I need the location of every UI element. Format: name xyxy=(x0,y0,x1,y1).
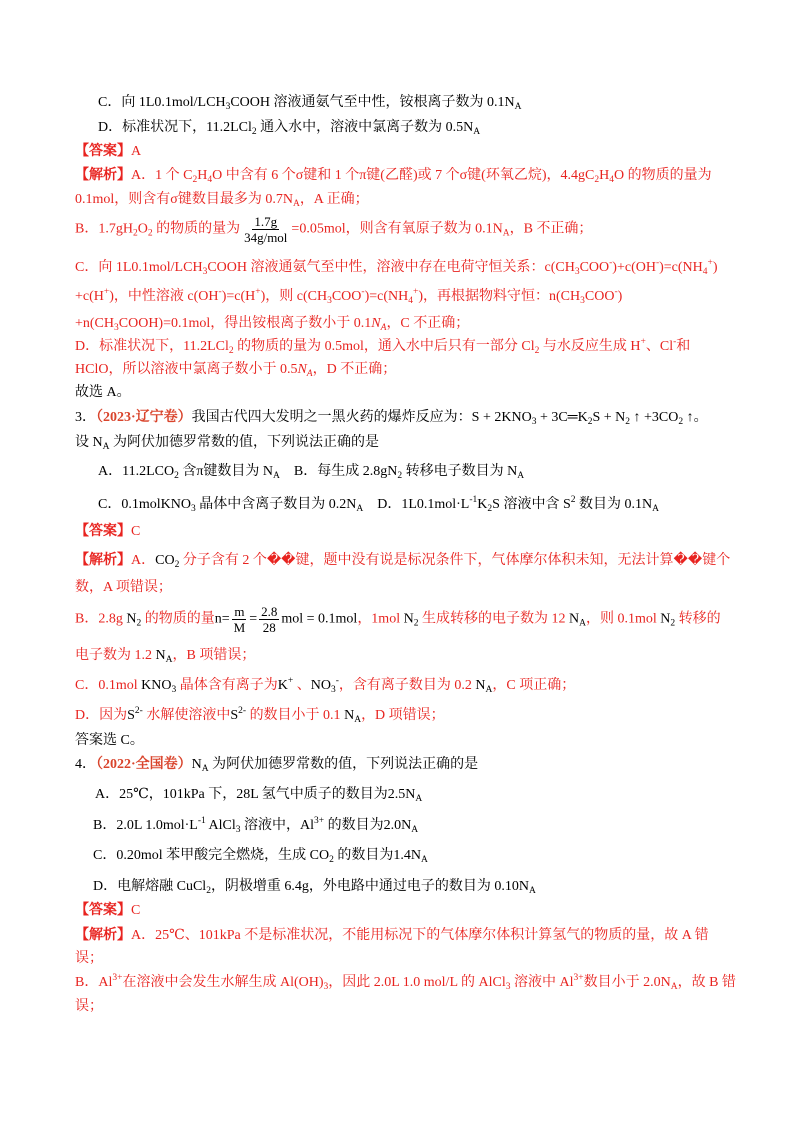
text-run: 4． xyxy=(75,757,96,772)
text-run: + xyxy=(707,258,713,268)
text-run: B．2.8g xyxy=(75,611,127,627)
text-run: 【解析】 xyxy=(75,168,131,183)
text-run: 误； xyxy=(75,951,103,966)
text-run: 分子含有 2 个��键，题中没有说是标况条件下，气体摩尔体积未知，无法计算��键个 xyxy=(179,553,731,568)
text-run: C．向 1L0.1mol/LCH xyxy=(98,95,226,110)
text-run: A xyxy=(420,855,428,865)
text-run: CO xyxy=(155,553,175,568)
text-run: 转移电子数目为 N xyxy=(402,464,518,479)
text-run: 与水反应生成 H xyxy=(539,339,641,354)
text-run: A xyxy=(514,102,522,112)
text-run: ，阴极增重 6.4g，外电路中通过电子的数目为 0.10N xyxy=(210,879,530,894)
text-run: A xyxy=(201,764,209,774)
text-run: 2 xyxy=(587,417,593,427)
text-run: 溶液中，Al xyxy=(240,818,315,833)
q3-options-cd xyxy=(98,495,659,515)
text-run: 【答案】 xyxy=(75,903,131,918)
text-run: 2 xyxy=(228,346,234,356)
text-run: 通入水中，溶液中氯离子数为 0.5N xyxy=(256,120,474,135)
text-run: C．向 1L0.1mol/LCH xyxy=(75,260,203,275)
q2-analysis-c-cont-2 xyxy=(75,314,469,334)
text-run: 设 N xyxy=(75,435,103,450)
text-run: A．25℃，101kPa 下，28L 氢气中质子的数目为2.5N xyxy=(95,787,416,802)
q3-stem xyxy=(75,408,708,428)
text-run: N xyxy=(191,757,202,772)
fraction xyxy=(232,604,248,635)
text-run: 转移的 xyxy=(675,611,721,627)
text-run: COOH)=0.1mol，得出铵根离子数小于 0.1 xyxy=(118,316,372,331)
text-run: C．0.1mol xyxy=(75,678,142,693)
text-run: + xyxy=(103,287,110,297)
text-run: 2 xyxy=(251,127,257,137)
text-run: 的数目为1.4N xyxy=(333,848,421,863)
q4-option-c xyxy=(93,846,428,866)
text-run: A xyxy=(273,471,280,481)
text-run: )，再根据物料守恒：n(CH xyxy=(418,289,581,304)
text-run: A xyxy=(354,715,362,725)
text-run: )=c(H xyxy=(221,289,256,304)
text-run: 2 xyxy=(132,228,138,239)
text-run: 答案选 C。 xyxy=(75,733,144,748)
text-run: ) xyxy=(617,289,623,304)
text-run: ，因此 2.0L 1.0 mol/L 的 AlCl xyxy=(328,975,506,990)
q4-analysis-a xyxy=(75,926,709,946)
text-run: 2 xyxy=(678,417,684,427)
q4-option-b xyxy=(93,816,418,836)
text-run: COO xyxy=(579,260,610,275)
text-run: 的物质的量 xyxy=(141,611,215,627)
text-run: N xyxy=(660,611,671,627)
text-run: =0.05mol，则含有氧原子数为 0.1N xyxy=(291,221,503,237)
text-run: A xyxy=(306,369,313,379)
text-run: A xyxy=(652,504,659,514)
q2-option-c xyxy=(98,93,521,113)
text-run: +c(H xyxy=(75,289,104,304)
text-run: H xyxy=(599,168,610,183)
text-run: )+c(OH xyxy=(612,260,656,275)
text-run: 溶液中 Al xyxy=(510,975,574,990)
text-run: A xyxy=(670,982,678,992)
text-run: COO xyxy=(584,289,615,304)
text-run: +n(CH xyxy=(75,316,115,331)
text-run: N xyxy=(371,316,381,331)
q2-analysis-d-cont xyxy=(75,360,396,380)
text-run: 2 xyxy=(192,175,198,185)
fraction-denominator: M xyxy=(233,620,246,635)
text-run: A xyxy=(356,504,364,514)
text-run: A xyxy=(473,127,481,137)
text-run: O xyxy=(137,221,148,237)
text-run: B．Al xyxy=(75,975,113,990)
text-run: )，中性溶液 c(OH xyxy=(109,289,219,304)
text-run: ) xyxy=(712,260,718,275)
text-run: 在溶液中会发生水解生成 Al(OH) xyxy=(122,975,324,990)
text-run: N xyxy=(297,362,307,377)
text-run: 0.1mol，则含有σ键数目最多为 0.7N xyxy=(75,192,293,207)
text-run: - xyxy=(335,676,339,686)
text-run: 2 xyxy=(534,346,540,356)
text-run: ，1mol xyxy=(357,611,404,627)
text-run: 4 xyxy=(702,267,708,277)
text-run: 为阿伏加德罗常数的值，下列说法正确的是 xyxy=(109,435,379,450)
q4-stem xyxy=(75,755,478,775)
text-run: 我国古代四大发明之一黑火药的爆炸反应为：S + 2KNO xyxy=(191,410,532,425)
text-run: C xyxy=(131,524,141,539)
text-run: B．1.7gH xyxy=(75,221,133,237)
text-run: 4 xyxy=(408,296,413,306)
text-run: 【解析】 xyxy=(75,553,131,568)
q2-analysis-d xyxy=(75,337,690,357)
text-run: )，则 c(CH xyxy=(260,289,328,304)
text-run: 为阿伏加德罗常数的值，下列说法正确的是 xyxy=(208,757,479,772)
q2-analysis-c xyxy=(75,258,718,278)
text-run: COOH 溶液通氨气至中性，溶液中存在电荷守恒关系：c(CH xyxy=(207,260,575,275)
text-run: 3． xyxy=(75,410,96,425)
text-run: N xyxy=(403,611,414,627)
text-run: D．标准状况下，11.2LCl xyxy=(98,120,252,135)
text-run: 2 xyxy=(397,471,403,481)
fraction-numerator: 2.8 xyxy=(261,604,278,619)
text-run: 数，A 项错误； xyxy=(75,580,172,595)
text-run: A xyxy=(529,886,536,896)
q2-analysis-c-cont-1 xyxy=(75,287,622,307)
text-run: B．2.0L 1.0mol·L xyxy=(93,818,198,833)
text-run: A xyxy=(517,471,525,481)
text-run: )=c(NH xyxy=(364,289,409,304)
text-run: 水解使溶液中 xyxy=(142,708,231,723)
text-run: 【答案】 xyxy=(75,524,131,539)
text-run: 2 xyxy=(329,855,334,865)
text-run: D．因为 xyxy=(75,708,128,723)
text-run: （2022·全国卷） xyxy=(96,757,192,772)
text-run: A xyxy=(380,323,387,333)
fraction-numerator: m xyxy=(234,604,245,619)
q3-analysis-a-cont xyxy=(75,578,172,598)
q2-analysis-a-cont xyxy=(75,190,369,210)
q3-options-ab xyxy=(98,462,524,482)
text-run: - xyxy=(655,258,660,268)
text-run: D．标准状况下，11.2LCl xyxy=(75,339,229,354)
text-run: 2 xyxy=(136,618,142,629)
text-run: A xyxy=(579,618,586,629)
text-run: - xyxy=(614,287,618,297)
text-run: ，C 项正确； xyxy=(492,678,576,693)
text-run: K xyxy=(477,497,488,512)
text-run: 晶体中含离子数目为 0.2N xyxy=(195,497,357,512)
text-run: H xyxy=(197,168,208,183)
q2-analysis-a xyxy=(75,166,712,186)
text-run: A xyxy=(415,794,423,804)
text-run: N xyxy=(475,678,486,693)
text-run: + xyxy=(287,676,294,686)
text-run: O 中含有 6 个σ键和 1 个π键(乙醛)或 7 个σ键(环氧乙烷)，4.4gC xyxy=(212,168,595,183)
q2-conclusion xyxy=(75,383,131,403)
text-run: KNO xyxy=(141,678,172,693)
text-run: C xyxy=(131,903,141,918)
text-run: ，A 正确； xyxy=(299,192,369,207)
text-run: 3 xyxy=(330,685,336,695)
text-run: （2023·辽宁卷） xyxy=(96,410,192,425)
q3-analysis-a xyxy=(75,551,730,571)
fraction-denominator: 34g/mol xyxy=(244,230,288,245)
text-run: 3 xyxy=(114,323,119,333)
text-run: A xyxy=(102,442,110,452)
text-run: 含π键数目为 N xyxy=(178,464,274,479)
text-run: ，故 B 错 xyxy=(677,975,736,990)
text-run: 的物质的量为 xyxy=(152,221,241,237)
text-run: D．1L0.1mol·L xyxy=(363,497,470,512)
text-run: 误； xyxy=(75,999,103,1014)
text-run: + xyxy=(255,287,261,297)
text-run: A xyxy=(485,685,493,695)
text-run: A． xyxy=(131,553,156,568)
text-run: 生成转移的电子数为 12 xyxy=(418,611,569,627)
text-run: 3 xyxy=(202,267,208,277)
q3-analysis-b xyxy=(75,604,721,635)
text-run: 2 xyxy=(206,886,211,896)
text-run: - xyxy=(609,258,613,268)
text-run: O 的物质的量为 xyxy=(613,168,712,183)
text-run: -1 xyxy=(197,816,206,826)
text-run: A xyxy=(292,199,300,209)
text-run: S xyxy=(127,708,135,723)
text-run: ，D 项错误； xyxy=(361,708,445,723)
fraction-numerator: 1.7g xyxy=(254,214,278,229)
text-run: 3+ xyxy=(112,973,123,983)
q3-stem-cont xyxy=(75,433,379,453)
text-run: 3 xyxy=(327,296,332,306)
text-run: COO xyxy=(331,289,362,304)
text-run: 3 xyxy=(580,296,585,306)
text-run: 3 xyxy=(190,504,196,514)
text-run: C．0.20mol 苯甲酸完全燃烧，生成 CO xyxy=(93,848,330,863)
text-run: 【解析】 xyxy=(75,928,131,943)
text-run: - xyxy=(673,337,677,347)
text-run: A xyxy=(131,144,142,159)
text-run: 3 xyxy=(531,417,537,427)
text-run: 数目为 0.1N xyxy=(575,497,653,512)
fraction xyxy=(259,604,279,635)
fraction xyxy=(242,214,289,245)
text-run: K xyxy=(277,678,288,693)
text-run: S xyxy=(230,708,239,723)
q2-analysis-b xyxy=(75,214,592,245)
text-run: 的物质的量为 0.5mol，通入水中后只有一部分 Cl xyxy=(233,339,535,354)
text-run: 3+ xyxy=(573,973,584,983)
text-run: 数目小于 2.0N xyxy=(583,975,671,990)
text-run: HClO，所以溶液中氯离子数小于 0.5 xyxy=(75,362,298,377)
text-run: - xyxy=(218,287,222,297)
text-run: A xyxy=(165,655,173,665)
q4-option-d xyxy=(93,877,536,897)
q2-option-d xyxy=(98,118,480,138)
text-run: 和 xyxy=(676,339,691,354)
text-run: + 3C═K xyxy=(536,410,588,425)
text-run: S + N xyxy=(592,410,626,425)
q3-analysis-c xyxy=(75,676,575,696)
text-run: 电子数为 1.2 xyxy=(75,648,156,663)
text-run: ↑ +3CO xyxy=(630,410,679,425)
text-run: COOH 溶液通氨气至中性，铵根离子数为 0.1N xyxy=(230,95,515,110)
text-run: 3 xyxy=(235,825,241,835)
text-run: 3 xyxy=(323,982,329,992)
text-run: S 溶液中含 S xyxy=(492,497,571,512)
text-run: C．0.1molKNO xyxy=(98,497,191,512)
text-run: n= xyxy=(214,611,230,627)
text-run: 2- xyxy=(238,706,247,716)
q4-answer xyxy=(75,901,140,921)
text-run: A xyxy=(502,228,510,239)
text-run: mol = 0.1mol xyxy=(281,611,358,627)
text-run: 4 xyxy=(609,175,614,185)
text-run: ，B 项错误； xyxy=(172,648,256,663)
text-run: 2 xyxy=(594,175,600,185)
text-run: 3+ xyxy=(314,816,325,826)
fraction-denominator: 28 xyxy=(262,620,276,635)
q4-analysis-b-cont xyxy=(75,997,103,1017)
text-run: A．1 个 C xyxy=(131,168,193,183)
text-run: -1 xyxy=(469,495,478,505)
text-run: B．每生成 2.8gN xyxy=(279,464,398,479)
text-run: 晶体含有离子为 xyxy=(176,678,278,693)
text-run: ，C 不正确； xyxy=(386,316,470,331)
q4-analysis-a-cont xyxy=(75,949,103,969)
q3-analysis-b-cont xyxy=(75,646,255,666)
q4-option-a xyxy=(95,785,422,805)
text-run: 2 xyxy=(413,618,419,629)
text-run: - xyxy=(361,287,365,297)
q4-analysis-b xyxy=(75,973,736,993)
text-run: A xyxy=(411,825,419,835)
text-run: )=c(NH xyxy=(659,260,703,275)
text-run: 2 xyxy=(570,495,576,505)
q2-answer xyxy=(75,142,141,162)
text-run: 、Cl xyxy=(645,339,674,354)
text-run: N xyxy=(155,648,166,663)
text-run: = xyxy=(249,611,258,627)
q3-answer xyxy=(75,522,140,542)
text-run: N xyxy=(344,708,355,723)
text-run: 3 xyxy=(574,267,580,277)
q3-conclusion xyxy=(75,731,144,751)
text-run: 4 xyxy=(207,175,213,185)
text-run: N xyxy=(126,611,137,627)
text-run: 2 xyxy=(174,560,180,570)
text-run: 故选 A。 xyxy=(75,385,131,400)
text-run: 的数目为2.0N xyxy=(324,818,412,833)
text-run: A．11.2LCO xyxy=(98,464,175,479)
text-run: 3 xyxy=(225,102,231,112)
text-run: ，B 不正确； xyxy=(509,221,593,237)
text-run: ↑。 xyxy=(683,410,708,425)
text-run: 3 xyxy=(505,982,511,992)
text-run: 2 xyxy=(625,417,630,427)
text-run: + xyxy=(412,287,419,297)
text-run: ，D 不正确； xyxy=(312,362,397,377)
text-run: N xyxy=(568,611,580,627)
text-run: 2- xyxy=(134,706,143,716)
text-run: NO xyxy=(310,678,331,693)
text-run: 2 xyxy=(147,228,153,239)
q3-analysis-d xyxy=(75,706,445,726)
text-run: 2 xyxy=(487,504,493,514)
text-run: 2 xyxy=(174,471,179,481)
text-run: AlCl xyxy=(205,818,236,833)
text-run: 的数目小于 0.1 xyxy=(246,708,345,723)
text-run: 、 xyxy=(293,678,311,693)
text-run: ，含有离子数目为 0.2 xyxy=(338,678,476,693)
text-run: 3 xyxy=(171,685,177,695)
text-run: 【答案】 xyxy=(75,144,131,159)
text-run: D．电解熔融 CuCl xyxy=(93,879,207,894)
text-run: 2 xyxy=(670,618,676,629)
text-run: ，则 0.1mol xyxy=(585,611,661,627)
text-run: A．25℃、101kPa 不是标准状况，不能用标况下的气体摩尔体积计算氢气的物质的量，故 A 错 xyxy=(131,928,709,943)
text-run: + xyxy=(640,337,646,347)
